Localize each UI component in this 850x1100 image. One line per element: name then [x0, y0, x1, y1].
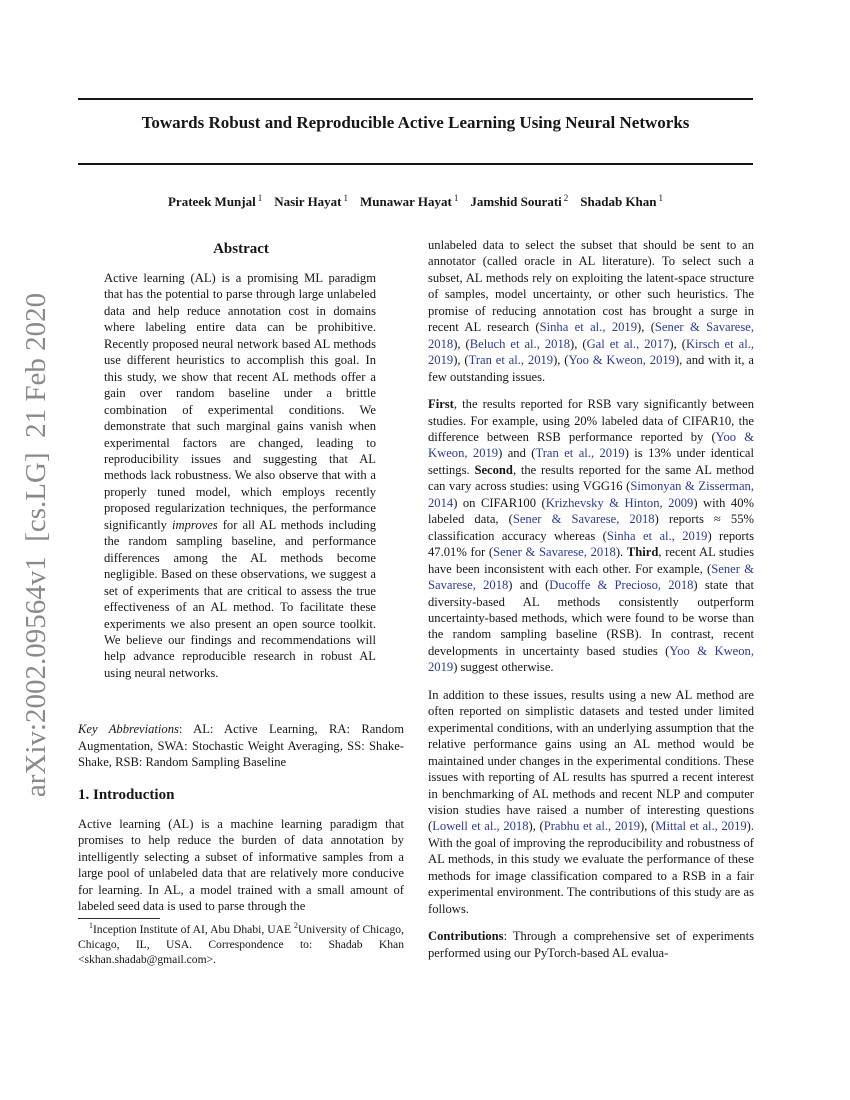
arxiv-watermark: arXiv:2002.09564v1 [cs.LG] 21 Feb 2020: [20, 292, 52, 798]
citation-link[interactable]: Krizhevsky & Hinton, 2009: [545, 495, 694, 510]
text-segment: Inception Institute of AI, Abu Dhabi, UAE: [92, 923, 294, 936]
text-segment: Active learning (AL) is a machine learning paradigm that promises to help reduce the burden of data annotation by intelligently selecting a subset of informative samples from a large pool of unlabeled data that are relatively more conducive for learning. In AL, a model trained with a small amount of labeled seed data is used to parse through the: [78, 816, 404, 913]
author-affiliation-sup: 1: [257, 192, 263, 203]
citation-link[interactable]: Yoo & Kweon, 2019: [428, 643, 754, 675]
citation-link[interactable]: Sener & Savarese, 2018: [428, 561, 754, 593]
text-segment: ), (: [640, 819, 656, 834]
citation-link[interactable]: Yoo & Kweon, 2019: [568, 353, 675, 368]
text-segment: ) reports 47.01% for (: [428, 528, 755, 560]
author: [580, 194, 663, 209]
citation-link[interactable]: Lowell et al., 2018: [432, 819, 529, 834]
text-segment: ), and with it, a few outstanding issues.: [428, 353, 755, 384]
text-segment: ). With the goal of improving the reproducibility and robustness of AL methods, in this study we evaluate the performance of these methods for image classification compared to a RSB in a fair experimental environment. The contributions of this study are as follows.: [428, 819, 755, 916]
text-segment: ) suggest otherwise.: [453, 660, 554, 675]
author-name: Prateek Munjal: [167, 194, 256, 209]
footnote-block: [78, 918, 404, 967]
author-name: Nasir Hayat: [274, 194, 342, 209]
text-segment: , the results reported for the same AL method can vary across studies: using VGG16 (: [428, 462, 755, 494]
authors-line: [78, 194, 753, 210]
introduction-paragraph: [78, 816, 404, 915]
citation-link[interactable]: Tran et al., 2019: [535, 446, 625, 461]
author-affiliation-sup: 1: [658, 192, 664, 203]
text-segment: 1: [89, 921, 93, 931]
footnote-text: [78, 923, 404, 967]
text-segment: First: [428, 397, 454, 412]
text-segment: ), (: [553, 353, 569, 368]
text-segment: ), (: [528, 819, 544, 834]
right-paragraph-1: [428, 237, 754, 385]
text-segment: ), (: [453, 353, 469, 368]
text-segment: ) and (: [498, 446, 536, 461]
right-paragraph-2: [428, 396, 754, 676]
author-name: Jamshid Sourati: [470, 194, 562, 209]
citation-link[interactable]: Beluch et al., 2018: [469, 336, 571, 351]
text-segment: unlabeled data to select the subset that should be sent to an annotator (called oracle in AL literature). To select such a subset, AL methods rely on exploiting the latent-space structure of samples, model uncertainty, or other such heuristics. The promise of reducing annotation cost has brought a surge in recent AL research (: [428, 238, 754, 335]
citation-link[interactable]: Prabhu et al., 2019: [543, 819, 641, 834]
right-paragraph-3: [428, 687, 754, 917]
author: [168, 194, 262, 209]
section-heading-introduction: 1. Introduction: [78, 786, 175, 803]
text-segment: ).: [615, 545, 627, 560]
text-segment: ) with 40% labeled data, (: [428, 495, 755, 527]
citation-link[interactable]: Sener & Savarese, 2018: [512, 512, 655, 527]
citation-link[interactable]: Sener & Savarese, 2018: [493, 545, 616, 560]
footnote-rule: [78, 918, 160, 919]
author-name: Munawar Hayat: [360, 194, 452, 209]
title-rule-top: [78, 98, 753, 100]
citation-link[interactable]: Sener & Savarese, 2018: [428, 320, 755, 351]
left-column: [78, 240, 404, 925]
title-rule-bottom: [78, 163, 753, 165]
text-segment: Third: [626, 545, 659, 560]
author: [274, 194, 348, 209]
text-segment: ), (: [637, 320, 655, 335]
author-affiliation-sup: 1: [453, 192, 459, 203]
text-segment: for all AL methods including the random sampling baseline, and performance differences among the AL methods become negligible. Based on these observations, we suggest a set of experiments that are critical to assess the true effectiveness of an AL method. To facilitate these experiments we also present an open source toolkit. We believe our findings and recommendations will help advance reproducible research in robust AL using neural networks.: [104, 517, 377, 680]
text-segment: : Through a comprehensive set of experiments performed using our PyTorch-based AL evalua-: [428, 929, 754, 960]
text-segment: Contributions: [428, 929, 504, 944]
text-segment: ), (: [669, 336, 686, 351]
abstract-heading: Abstract: [213, 241, 269, 257]
text-segment: , the results reported for RSB vary significantly between studies. For example, using 20% labeled data of CIFAR10, the difference between RSB performance reported by (: [428, 397, 754, 444]
author-name: Shadab Khan: [580, 194, 657, 209]
text-segment: Active learning (AL) is a promising ML paradigm that has the potential to parse through large unlabeled data and help reduce annotation cost in domains where labeling entire data can be prohibitive. Recently proposed neural network based AL methods use different heuristics to accomplish this goal. In this study, we show that recent AL methods offer a gain over random baseline under a brittle combination of experimental conditions. We demonstrate that such marginal gains vanish when experimental factors are changed, leading to reproducibility issues and suggesting that AL methods lack robustness. We also observe that with a properly tuned model, which employs recently proposed regularization techniques, the performance significantly: [104, 271, 376, 532]
citation-link[interactable]: Sinha et al., 2019: [539, 320, 638, 335]
text-segment: ) state that diversity-based AL methods consistently outperform uncertainty-based methods, which were found to be worse than the random sampling baseline (RSB). In contrast, recent developments in uncertainty based studies (: [428, 578, 754, 658]
text-segment: ) reports ≈ 55% classification accuracy whereas (: [428, 512, 754, 543]
citation-link[interactable]: Sinha et al., 2019: [606, 528, 708, 543]
text-segment: ) and (: [508, 578, 550, 593]
key-abbreviations: [78, 721, 404, 770]
author: [360, 194, 458, 209]
citation-link[interactable]: Mittal et al., 2019: [655, 819, 747, 834]
text-segment: ), (: [570, 336, 587, 351]
abstract-text: [104, 270, 376, 681]
citation-link[interactable]: Simonyan & Zisserman, 2014: [428, 479, 754, 510]
citation-link[interactable]: Kirsch et al., 2019: [428, 336, 754, 368]
text-segment: 2: [294, 921, 298, 931]
text-segment: Second: [474, 462, 513, 477]
citation-link[interactable]: Tran et al., 2019: [468, 353, 554, 368]
text-segment: In addition to these issues, results using a new AL method are often reported on simplistic datasets and tested under limited experimental conditions, with an underlying assumption that the relative performance gains using an AL method would be maintained under changes in the experimental conditions. These issues with reporting of AL results has spurred a recent interest in benchmarking of AL methods and recent NLP and computer vision studies have raised a number of interesting questions (: [428, 687, 754, 834]
text-segment: ) is 13% under identical settings.: [428, 446, 754, 477]
citation-link[interactable]: Ducoffe & Precioso, 2018: [549, 578, 694, 593]
right-paragraph-4: [428, 928, 754, 961]
text-segment: University of Chicago, Chicago, IL, USA. Correspondence to: Shadab Khan <skhan.shadab@gmail.com>.: [78, 923, 405, 966]
author-affiliation-sup: 1: [343, 192, 349, 203]
text-segment: : AL: Active Learning, RA: Random Augmentation, SWA: Stochastic Weight Averaging, SS: Shake-Shake, RSB: Random Sampling Baseline: [78, 722, 404, 770]
text-segment: ), (: [453, 336, 470, 351]
citation-link[interactable]: Yoo & Kweon, 2019: [428, 429, 754, 461]
paper-title: Towards Robust and Reproducible Active Learning Using Neural Networks: [141, 113, 690, 132]
text-segment: ) on CIFAR100 (: [453, 495, 546, 510]
text-segment: , recent AL studies have been inconsistent with each other. For example, (: [428, 545, 754, 576]
author: [470, 194, 568, 209]
text-segment: Key Abbreviations: [78, 722, 179, 737]
author-affiliation-sup: 2: [563, 192, 569, 203]
citation-link[interactable]: Gal et al., 2017: [586, 336, 670, 351]
right-column: [428, 237, 754, 972]
text-segment: improves: [172, 517, 218, 532]
